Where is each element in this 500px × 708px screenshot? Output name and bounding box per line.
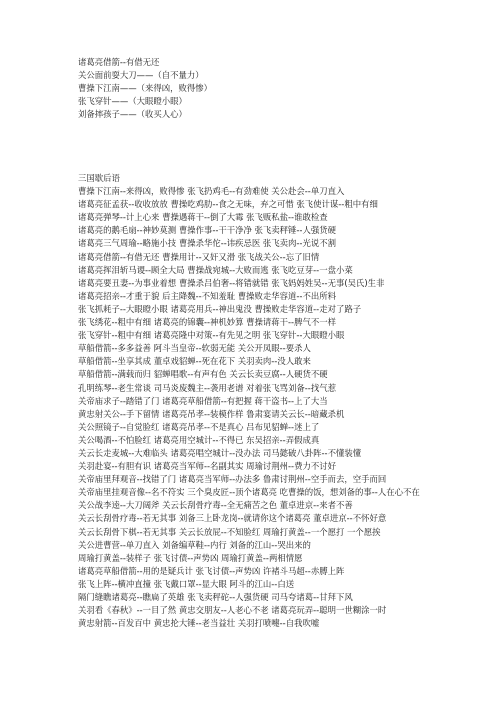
saying-line: 关公战李逵--大刀阔斧 关云长刮骨疗毒--全无痛苦之色 董卓进京--来者不善 — [78, 500, 353, 511]
saying-line: 诸葛亮征孟获--收收放放 曹操吃鸡肋--食之无味，弃之可惜 张飞使计谋--粗中有细 — [78, 199, 378, 210]
sayings-section — [78, 172, 442, 630]
saying-line: 诸葛亮要丑妻--为事业着想 曹操杀吕伯奢--将错就错 张飞妈妈姓吴--无事(吴氏)生非 — [78, 277, 385, 288]
saying-line: 诸葛亮弹琴--计上心来 曹操遇蒋干--倒了大霉 张飞贩私盐--谁敢检查 — [78, 212, 328, 223]
saying-line: 关羽看《春秋》--一目了然 黄忠交朋友--人老心不老 诸葛亮玩弄--聪明一世糊涂一时 — [78, 605, 387, 616]
saying-line: 关公进曹营--单刀直入 刘备编草鞋--内行 刘备的江山--哭出来的 — [78, 539, 311, 550]
saying-line: 关公喝酒--不怕脸红 诸葛亮用空城计--不得已 东吴招亲--弄假成真 — [78, 434, 320, 445]
saying-line: 诸葛亮借箭--有借无还 曹操用计--又奸又滑 张飞战关公--忘了旧情 — [78, 251, 320, 262]
saying-line: 张飞穿针--粗中有细 诸葛亮隆中对策--有先见之明 张飞穿针--大眼瞪小眼 — [78, 330, 345, 341]
intro-section — [78, 56, 442, 121]
saying-line: 张飞绣花--粗中有细 诸葛亮的锦囊--神机妙算 曹操请蒋干--脾气不一样 — [78, 317, 336, 328]
saying-line: 张飞抓耗子--大眼瞪小眼 诸葛亮用兵--神出鬼没 曹操败走华容道--走对了路子 — [78, 303, 362, 314]
intro-line: 关公面前耍大刀——（自不量力） — [78, 70, 204, 81]
sayings-list — [78, 185, 442, 630]
intro-line: 刘备摔孩子——（收买人心） — [78, 109, 187, 120]
saying-line: 黄忠射关公--手下留情 诸葛亮吊孝--装模作样 鲁肃宴请关云长--暗藏杀机 — [78, 408, 345, 419]
saying-line: 草船借箭--满载而归 貂蝉唱歌--有声有色 关云长卖豆腐--人硬货不硬 — [78, 369, 328, 380]
intro-line: 曹操下江南——（来得凶，败得惨） — [78, 83, 212, 94]
saying-line: 周瑜打黄盖--装样子 张飞讨债--声势凶 周瑜打黄盖--两相情愿 — [78, 552, 303, 563]
saying-line: 关羽赴宴--有胆有识 诸葛亮当军师--名副其实 周瑜讨荆州--费力不讨好 — [78, 461, 336, 472]
saying-line: 关云长刮骨疗毒--若无其事 刘备三上卧龙岗--就请你这个诸葛亮 董卓进京--不怀好意 — [78, 513, 387, 524]
saying-line: 黄忠射箭--百发百中 黄忠抡大锤--老当益壮 关羽打喷嚏--自我吹嘘 — [78, 618, 320, 629]
intro-line: 张飞穿针——（大眼瞪小眼） — [78, 96, 187, 107]
saying-line: 关云长刮骨下棋--若无其事 关云长放屁--不知脸红 周瑜打黄盖--一个愿打 一个愿挨 — [78, 526, 381, 537]
saying-line: 关云长走麦城--大难临头 诸葛亮唱空城计--没办法 司马懿破八卦阵--不懂装懂 — [78, 447, 362, 458]
saying-line: 诸葛亮三气周瑜--略施小技 曹操杀华佗--讳疾忌医 张飞卖肉--光说不割 — [78, 238, 336, 249]
saying-line: 隔门缝瞧诸葛亮--瞧扁了英雄 张飞卖秤砣--人强货硬 司马夸诸葛--甘拜下风 — [78, 592, 353, 602]
saying-line: 诸葛亮招亲--才重于貌 后主降魏--不知羞耻 曹操败走华容道--不出所料 — [78, 290, 336, 301]
saying-line: 关帝庙里挂观音像--名不符实 三个臭皮匠--顶个诸葛亮 吃曹操的饭，想刘备的事--人在心不在 — [78, 487, 420, 498]
saying-line: 诸葛亮的鹅毛扇--神妙莫测 曹操作事--干干净净 张飞卖秤锤--人强货硬 — [78, 225, 336, 236]
saying-line: 诸葛亮挥泪斩马谡--顾全大局 曹操战宛城--大败而逃 张飞吃豆芽--一盘小菜 — [78, 264, 353, 275]
saying-line: 关帝庙求子--踏错了门 诸葛亮草船借箭--有把握 蒋干盗书--上了大当 — [78, 395, 328, 406]
intro-line: 诸葛亮借箭--有借无还 — [78, 57, 160, 67]
saying-line: 张飞上阵--横冲直撞 张飞戴口罩--显大眼 阿斗的江山--白送 — [78, 578, 295, 589]
saying-line: 曹操下江南--来得凶，败得惨 张飞扔鸡毛--有劲难使 关公赴会--单刀直入 — [78, 186, 345, 197]
saying-line: 关公照镜子--自觉脸红 诸葛亮吊孝--不是真心 吕布见貂蝉--迷上了 — [78, 421, 320, 432]
saying-line: 诸葛亮草船借箭--用的是疑兵计 张飞讨债--声势凶 许褚斗马超--赤膊上阵 — [78, 565, 345, 576]
saying-line: 草船借箭--多多益善 阿斗当皇帝--软弱无能 关公开凤眼--要杀人 — [78, 343, 311, 354]
saying-line: 孔明练琴--老生常谈 司马炎废魏主--袭用老谱 对着张飞骂刘备--找气惹 — [78, 382, 336, 393]
saying-line: 关帝庙里拜观音--找错了门 诸葛亮当军师--办法多 鲁肃讨荆州--空手而去，空手而回 — [78, 474, 387, 485]
section-heading: 三国歇后语 — [78, 173, 120, 183]
saying-line: 草船借箭--坐享其成 董卓戏貂蝉--死在花下 关羽卖肉--没人敢来 — [78, 356, 311, 367]
